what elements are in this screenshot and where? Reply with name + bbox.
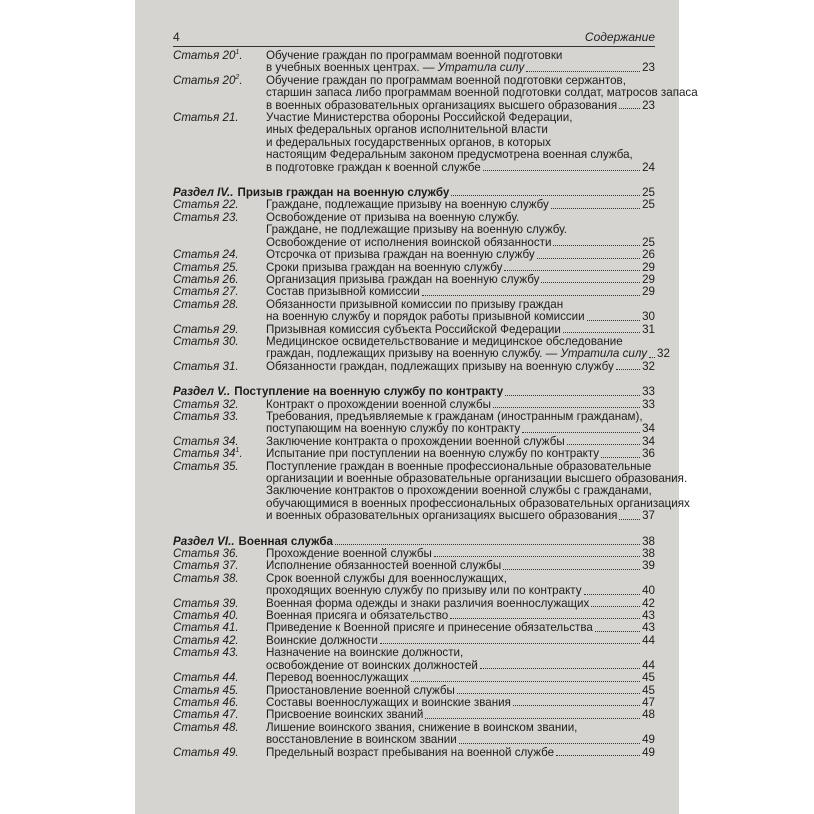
entry-body [266,709,655,721]
toc-entry [173,647,655,672]
entry-title-text: Граждане, подлежащие призыву на военную службу [266,198,549,212]
dot-leader [584,585,641,594]
entry-title-line: Обучение граждан по программам военной подготовки сержантов, [266,73,626,87]
article-label: Статья $34^1$. [173,447,243,461]
page-ref: 30 [642,310,655,324]
entry-title-line [266,672,655,684]
article-label: Статья 41. [173,621,239,635]
label-superscript: 1 [235,49,240,57]
dot-leader [380,635,640,644]
entry-body [266,411,655,436]
entry-body [266,647,655,672]
page-ref: 23 [642,61,655,75]
dot-leader [450,610,640,619]
entry-title-line: Обучение граждан по программам военной подготовки [266,49,563,62]
entry-title-text: проходящих военную службу по призыву или по контракту [266,584,582,598]
article-label: Статья 48. [173,720,239,734]
book-page [135,0,698,814]
entry-body [266,747,655,759]
dot-leader [505,386,640,395]
entry-body [266,286,655,298]
entry-title-line [234,386,655,398]
article-label: Статья 35. [173,459,239,473]
toc-entry [173,199,655,211]
entry-title-line [266,162,655,174]
dot-leader [483,162,640,171]
page-ref: 43 [642,609,655,623]
toc-entry [173,286,655,298]
dot-leader [522,423,640,432]
dot-leader [503,560,640,569]
dot-leader [422,286,640,295]
dot-leader [616,361,640,370]
entry-title-text: восстановление в воинском звании [266,733,457,747]
page-number: 4 [173,30,180,44]
page-ref: 32 [657,347,670,361]
toc-entry [173,672,655,684]
toc-entry [173,573,655,598]
entry-title-text: Военная форма одежды и знаки различия военнослужащих [266,596,590,610]
entry-title-text: и военных образовательных организациях высшего образования [266,509,618,523]
toc-entry [173,112,655,174]
entry-body [266,112,655,174]
dot-leader [459,734,640,743]
entry-title-text: Контракт о прохождении военной службы [266,397,492,411]
dot-leader [541,274,640,283]
article-label: Статья 49. [173,745,239,759]
dot-leader [480,660,640,669]
toc-entry [173,709,655,721]
article-label: Статья 25. [173,260,239,274]
repealed-note: Утратила силу [437,61,525,75]
entry-title-line: и федеральных государственных органов, в которых [266,135,551,149]
entry-title-line: Освобождение от призыва на военную службу. [266,210,520,224]
toc-entry [173,622,655,634]
entry-title-text: Приостановление военной службы [266,683,455,697]
entry-title-line: Обязанности призывной комиссии по призыву граждан [266,297,564,311]
page-ref: 42 [642,596,655,610]
entry-title-line: Граждане, не подлежащие призыву на военную службу. [266,223,567,237]
running-title: Содержание [584,30,655,44]
entry-body [266,212,655,249]
entry-title-text: граждан, подлежащих призыву на военную службу. — Утратила силу [266,347,648,361]
entry-body [266,448,655,460]
article-label: Статья 45. [173,683,239,697]
entry-title-text: Сроки призыва граждан на военную службу [266,260,503,274]
article-label: Статья 39. [173,596,239,610]
dot-leader [587,311,640,320]
page-ref: 29 [642,260,655,274]
page-ref: 34 [642,434,655,448]
dot-leader [649,348,655,357]
entry-title-line [266,734,655,746]
entry-title-text: Присвоение воинских званий [266,708,424,722]
label-superscript: 1 [235,447,240,455]
entry-title-line [266,510,655,522]
page-ref: 44 [642,633,655,647]
entry-title-line [266,747,655,759]
entry-body [266,249,655,261]
toc-entry [173,560,655,572]
entry-title-text: освобождение от воинских должностей [266,658,478,672]
section-label: Раздел V.. [173,385,231,399]
entry-title-line [266,423,655,435]
article-label: Статья 33. [173,409,239,423]
page-ref: 36 [642,447,655,461]
entry-title-line [266,199,655,211]
article-label: Статья 28. [173,297,239,311]
entry-title-line: Лишение воинского звания, снижение в воинском звании, [266,720,578,734]
entry-title-line [266,286,655,298]
entry-title-text: Состав призывной комиссии [266,285,420,299]
article-label: Статья 26. [173,272,239,286]
article-label: Статья 44. [173,671,239,685]
toc-entry [173,334,670,361]
dot-leader [601,448,640,457]
toc-entry [173,722,655,747]
entry-title-line: Срок военной службы для военнослужащих, [266,571,507,585]
dot-leader [493,399,640,408]
entry-body [266,560,655,572]
entry-title-text: Отсрочка от призыва граждан на военную службу [266,248,535,262]
toc-entry [173,448,655,460]
page-ref: 29 [642,272,655,286]
entry-title-line: организации и военные образовательные организации высшего образования. [266,472,688,485]
dot-leader [504,262,640,271]
page-header [173,30,655,47]
entry-body [266,672,655,684]
toc-entry [173,212,655,249]
article-label: Статья $20^1$. [173,49,243,62]
entry-title-text: Составы военнослужащих и воинские звания [266,695,511,709]
entry-title-line [266,709,655,721]
entry-title-text: Исполнение обязанностей военной службы [266,559,502,573]
page-ref: 33 [642,397,655,411]
page-ref: 43 [642,621,655,635]
toc-entry [173,299,655,324]
section-label: Раздел VI.. [173,534,235,548]
article-label: Статья 42. [173,633,239,647]
entry-title-text: поступающим на военную службу по контракту [266,422,521,436]
page-ref: 29 [642,285,655,299]
entry-body [234,386,655,398]
page-ref: 39 [642,559,655,573]
entry-body [266,722,655,747]
entry-title-text: Перевод военнослужащих [266,671,409,685]
dot-leader [451,187,640,196]
page-ref: 25 [642,198,655,212]
entry-title-line: Заключение контрактов о прохождении военной службы с гражданами, [266,484,652,498]
article-label: Статья 21. [173,111,239,125]
entry-body [266,73,698,112]
toc-entry [173,50,655,75]
page-ref: 31 [642,322,655,336]
page-ref: 45 [642,683,655,697]
entry-title-line [266,585,655,597]
entry-body [266,299,655,324]
entry-title-line [266,311,655,323]
dot-leader [567,436,640,445]
page-ref: 33 [642,385,655,399]
article-label: Статья 31. [173,359,239,373]
dot-leader [513,697,640,706]
dot-leader [563,324,640,333]
article-label: Статья 37. [173,559,239,573]
article-label: Статья 38. [173,571,239,585]
page-ref: 32 [642,359,655,373]
entry-title-line [266,622,655,634]
entry-title-line: обучающимися в военных профессиональных образовательных организациях [266,496,690,510]
article-label: Статья 27. [173,285,239,299]
entry-title-text: в подготовке граждан к военной службе [266,160,481,174]
dot-leader [457,685,640,694]
page-ref: 44 [642,658,655,672]
toc-entry [173,411,655,436]
entry-title-text: Организация призыва граждан на военную службу [266,272,540,286]
dot-leader [537,249,640,258]
entry-title-text: Прохождение военной службы [266,547,432,561]
entry-body [266,361,655,373]
page-ref: 45 [642,671,655,685]
entry-title-line: иных федеральных органов исполнительной власти [266,123,548,137]
dot-leader [595,622,640,631]
toc-entry [173,73,698,112]
entry-body [266,459,690,523]
page-ref: 25 [642,235,655,249]
article-label: Статья 40. [173,609,239,623]
entry-body [266,199,655,211]
page-ref: 49 [642,733,655,747]
table-of-contents [173,49,698,759]
article-label: Статья 29. [173,322,239,336]
dot-leader [591,598,640,607]
entry-title-text: Обязанности граждан, подлежащих призыву на военную службу [266,359,614,373]
entry-title-text: Призывная комиссия субъекта Российской Федерации [266,322,561,336]
page-ref: 26 [642,248,655,262]
entry-body [266,50,655,75]
section-spacer [173,523,655,536]
section-entry [173,386,655,398]
toc-entry [173,459,690,523]
entry-title-line [266,361,655,373]
article-label: Статья 24. [173,248,239,262]
dot-leader [619,100,640,109]
page-ref: 38 [642,547,655,561]
dot-leader [526,62,640,71]
repealed-note: Утратила силу [560,347,648,361]
toc-entry [173,361,655,373]
dot-leader [411,672,641,681]
entry-title-text: Приведение к Военной присяге и принесение обязательства [266,621,593,635]
dot-leader [425,709,640,718]
entry-title-line [266,62,655,74]
dot-leader [556,747,640,756]
entry-title-line: Поступление граждан в военные профессиональные образовательные [266,459,652,473]
entry-title-text: Воинские должности [266,633,378,647]
entry-title-text: в учебных военных центрах. — Утратила силу [266,61,525,75]
entry-title-line: Участие Министерства обороны Российской Федерации, [266,111,573,125]
page-ref: 34 [642,422,655,436]
entry-title-text: Военная служба [238,534,333,548]
entry-title-text: Испытание при поступлении на военную службу по контракту [266,447,600,461]
article-label: Статья 43. [173,646,239,660]
page-ref: 37 [642,509,655,523]
entry-title-text: Заключение контракта о прохождении военной службы [266,434,565,448]
page-ref: 49 [642,745,655,759]
entry-body [266,334,670,361]
entry-title-line: Требования, предъявляемые к гражданам (иностранным гражданам), [266,409,643,423]
article-label: Статья 23. [173,210,239,224]
page-ref: 25 [642,186,655,200]
entry-title-line: старшин запаса либо программам военной подготовки солдат, матросов запаса [266,86,698,100]
entry-title-text: в военных образовательных организациях высшего образования [266,98,618,112]
dot-leader [434,548,640,557]
toc-entry [173,249,655,261]
article-label: Статья 30. [173,334,239,348]
dot-leader [553,237,640,246]
article-label: Статья 46. [173,695,239,709]
entry-title-line: настоящим Федеральным законом предусмотрена военная служба, [266,148,633,162]
entry-title-line: Медицинское освидетельствование и медицинское обследование [266,334,623,348]
page-ref: 47 [642,695,655,709]
page-ref: 40 [642,584,655,598]
article-label: Статья 47. [173,708,239,722]
article-label: Статья $20^2$. [173,73,243,87]
page-ref: 38 [642,534,655,548]
page-ref: 48 [642,708,655,722]
article-label: Статья 22. [173,198,239,212]
entry-body [266,573,655,598]
entry-title-line [266,249,655,261]
entry-title-line [266,560,655,572]
dot-leader [335,536,640,545]
entry-title-line [266,448,655,460]
article-label: Статья 34. [173,434,239,448]
entry-title-text: Поступление на военную службу по контракту [234,385,504,399]
dot-leader [619,510,640,519]
section-label: Раздел IV.. [173,186,234,200]
entry-title-text: Освобождение от исполнения воинской обязанности [266,235,552,249]
entry-title-line: Назначение на воинские должности, [266,646,464,660]
dot-leader [551,199,640,208]
entry-title-text: Военная присяга и обязательство [266,609,449,623]
label-superscript: 2 [235,73,240,81]
page-ref: 24 [642,160,655,174]
toc-entry [173,747,655,759]
entry-title-line [266,347,670,361]
entry-title-text: Призыв граждан на военную службу [237,186,450,200]
article-label: Статья 32. [173,397,239,411]
article-label: Статья 36. [173,547,239,561]
page-ref: 23 [642,98,655,112]
entry-title-text: Предельный возраст пребывания на военной службе [266,745,555,759]
entry-body [266,622,655,634]
entry-title-text: на военную службу и порядок работы призывной комиссии [266,310,585,324]
